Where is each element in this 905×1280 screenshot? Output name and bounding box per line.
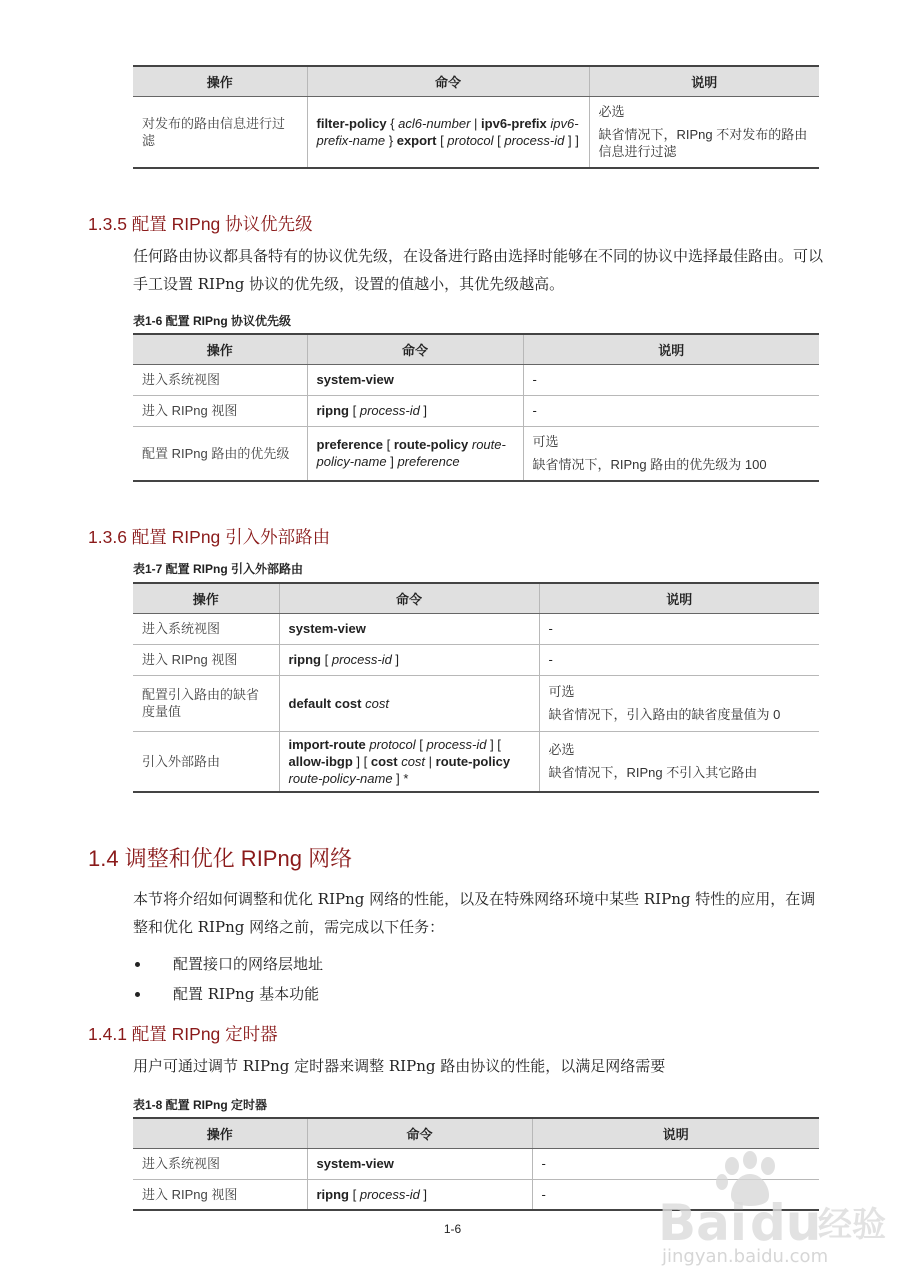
section-heading: 1.3.6 配置 RIPng 引入外部路由 [88,527,331,547]
section-paragraph: 任何路由协议都具备特有的协议优先级，在设备进行路由选择时能够在不同的协议中选择最佳路由。可以手工设置 RIPng 协议的优先级，设置的值越小，其优先级越高。 [133,247,824,293]
table-row [133,675,819,731]
bullet-icon [135,992,140,997]
command-keyword: route-policy [393,437,469,453]
command-keyword: ripng [288,652,321,667]
command-argument: process-id [426,736,487,752]
command-keyword: route-policy [435,753,511,769]
bullet-icon [135,962,140,967]
svg-text:经验: 经验 [818,1205,886,1245]
command-argument: preference [397,454,460,470]
command-syntax: [ [349,403,360,418]
header-description: 说明 [589,66,819,96]
command-cell [307,395,523,426]
command-syntax: ] [ [486,736,501,752]
operation-cell: 配置引入路由的缺省度量值 [133,675,279,731]
command-argument: process-id [504,132,565,148]
command-keyword: export [396,132,437,148]
section-paragraph: 用户可通过调节 RIPng 定时器来调整 RIPng 路由协议的性能，以满足网络需要 [133,1057,666,1075]
command-keyword: ripng [316,403,349,418]
command-syntax: [ [493,132,505,148]
command-keyword: preference [316,437,383,453]
table-row [133,613,819,644]
command-syntax: [ [382,437,394,453]
command-cell [279,644,539,675]
operation-cell: 对发布的路由信息进行过滤 [133,96,307,168]
command-argument: process-id [359,403,420,418]
header-operation: 操作 [133,1118,307,1148]
table-caption: 表1-7 配置 RIPng 引入外部路由 [133,562,304,576]
command-syntax: ] [386,454,398,470]
command-keyword: import-route [288,736,366,752]
command-syntax: } [385,132,397,148]
command-keyword: ripng [316,1186,349,1202]
command-cell [279,675,539,731]
section-heading: 1.4.1 配置 RIPng 定时器 [88,1024,278,1044]
command-keyword: system-view [288,621,366,636]
command-cell [279,613,539,644]
command-syntax: ] ] [564,132,579,148]
description-cell: 必选 缺省情况下，RIPng 不引入其它路由 [539,731,819,792]
description-cell: - [532,1148,819,1179]
command-cell [307,1148,532,1179]
command-syntax: { [386,115,399,131]
header-operation: 操作 [133,334,307,364]
command-keyword: system-view [316,1156,394,1171]
section-heading: 1.3.5 配置 RIPng 协议优先级 [88,214,313,234]
command-keyword: ipv6-prefix [481,115,547,131]
svg-text:du: du [750,1194,822,1252]
table-row [133,96,819,168]
page-number: 1-6 [443,1222,462,1236]
description-cell: - [539,613,819,644]
header-command: 命令 [279,583,539,613]
description-cell: - [532,1179,819,1210]
description-cell: - [523,364,819,395]
operation-cell: 引入外部路由 [133,731,279,792]
command-argument: acl6-number [398,115,471,131]
command-cell [307,364,523,395]
table-row [133,731,819,792]
table-row [133,426,819,481]
import-route-table [133,582,819,793]
command-argument: process-id [359,1186,420,1202]
command-keyword: system-view [316,372,394,387]
table-caption: 表1-8 配置 RIPng 定时器 [133,1098,268,1112]
command-keyword: default cost [288,695,362,711]
filter-policy-table [133,65,819,169]
header-command: 命令 [307,66,589,96]
svg-text:Bai: Bai [658,1194,747,1252]
table-row [133,364,819,395]
header-command: 命令 [307,1118,532,1148]
command-syntax: ] [419,1186,428,1202]
header-command: 命令 [307,334,523,364]
command-argument: ipv6-prefix-name [316,115,579,148]
operation-cell: 进入系统视图 [133,613,279,644]
command-syntax: [ [321,652,332,667]
command-argument: protocol [447,132,494,148]
command-cell [279,731,539,792]
command-syntax: | [470,115,482,131]
command-keyword: cost [370,753,398,769]
svg-text:jingyan.baidu.com: jingyan.baidu.com [662,1246,829,1267]
table-row [133,395,819,426]
command-cell [307,1179,532,1210]
command-syntax: | [425,753,436,769]
command-syntax: [ [415,736,427,752]
chapter-heading: 1.4 调整和优化 RIPng 网络 [88,846,353,871]
operation-cell: 配置 RIPng 路由的优先级 [133,426,307,481]
header-description: 说明 [523,334,819,364]
header-operation: 操作 [133,583,279,613]
description-cell: 可选 缺省情况下，引入路由的缺省度量值为 0 [539,675,819,731]
command-argument: cost [365,695,389,711]
command-argument: route-policy-name [288,770,393,786]
description-cell: 可选 缺省情况下，RIPng 路由的优先级为 100 [523,426,819,481]
command-cell [307,426,523,481]
command-argument: protocol [369,736,416,752]
table-caption: 表1-6 配置 RIPng 协议优先级 [133,314,292,328]
command-argument: cost [401,753,426,769]
command-syntax: [ [349,1186,360,1202]
command-argument: process-id [331,652,392,667]
command-syntax: [ [436,132,448,148]
command-syntax: ] * [392,770,409,786]
header-description: 说明 [532,1118,819,1148]
operation-cell: 进入系统视图 [133,1148,307,1179]
operation-cell: 进入 RIPng 视图 [133,395,307,426]
baidu-watermark-logo [640,1148,890,1268]
command-argument: route-policy-name [316,437,506,470]
description-cell: - [523,395,819,426]
header-operation: 操作 [133,66,307,96]
operation-cell: 进入 RIPng 视图 [133,644,279,675]
command-syntax: ] [ [352,753,371,769]
command-cell [307,96,589,168]
table-row [133,644,819,675]
command-syntax: ] [391,652,400,667]
command-syntax: ] [419,403,428,418]
header-description: 说明 [539,583,819,613]
operation-cell: 进入系统视图 [133,364,307,395]
command-keyword: filter-policy [316,115,387,131]
description-cell: 必选 缺省情况下，RIPng 不对发布的路由信息进行过滤 [589,96,819,168]
operation-cell: 进入 RIPng 视图 [133,1179,307,1210]
command-keyword: allow-ibgp [288,753,353,769]
preference-table [133,333,819,482]
section-paragraph: 本节将介绍如何调整和优化 RIPng 网络的性能，以及在特殊网络环境中某些 RIPng 特性的应用，在调整和优化 RIPng 网络之前，需完成以下任务： [133,890,816,936]
description-cell: - [539,644,819,675]
